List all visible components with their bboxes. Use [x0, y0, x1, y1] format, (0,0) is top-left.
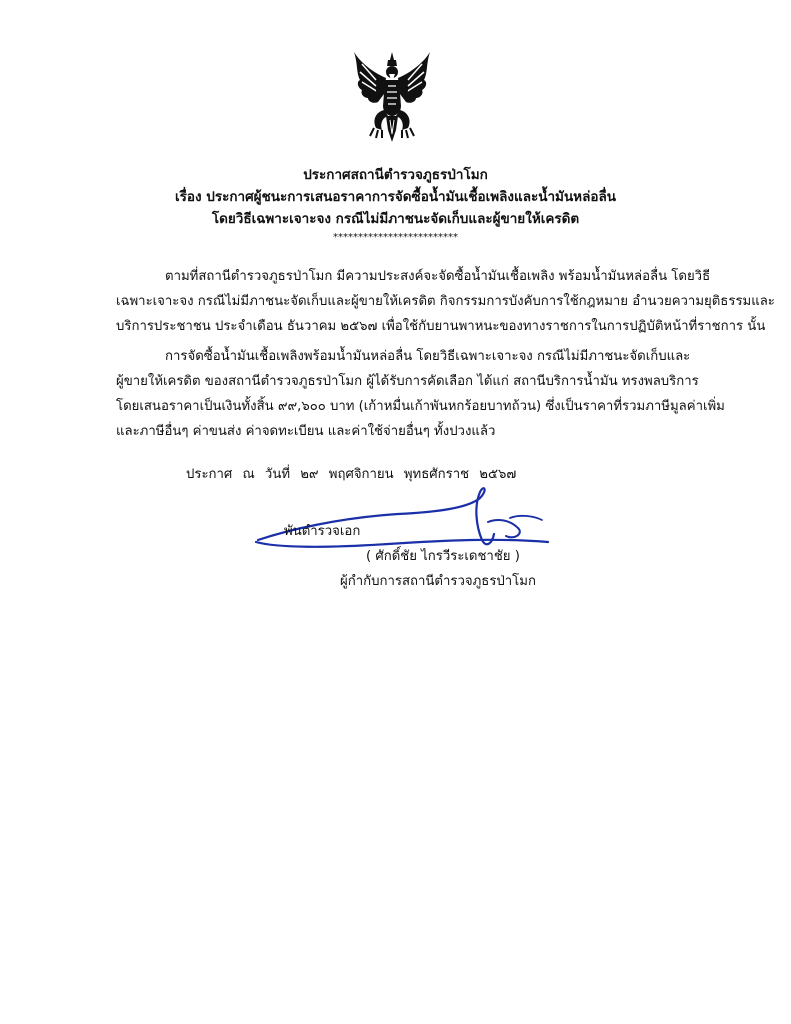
announcement-date: ประกาศ ณ วันที่ ๒๙ พฤศจิกายน พุทธศักราช ๒๕๖๗	[186, 467, 517, 482]
announcement-title: ประกาศสถานีตำรวจภูธรป่าโมก	[303, 167, 488, 183]
announcement-subject: เรื่อง ประกาศผู้ชนะการเสนอราคาการจัดซื้อน้ำมันเชื้อเพลิงและน้ำมันหล่อลื่น	[175, 189, 616, 205]
paragraph-1-line-2: เฉพาะเจาะจง กรณีไม่มีภาชนะจัดเก็บและผู้ขายให้เครดิต กิจกรรมการบังคับการใช้กฎหมาย อำนวยความยุติธรรมและ	[116, 294, 775, 309]
paragraph-2-line-1: การจัดซื้อน้ำมันเชื้อเพลิงพร้อมน้ำมันหล่อลื่น โดยวิธีเฉพาะเจาะจง กรณีไม่มีภาชนะจัดเก็บและ	[165, 349, 691, 364]
signatory-rank: พันตำรวจเอก	[284, 524, 361, 539]
paragraph-1-line-3: บริการประชาชน ประจำเดือน ธันวาคม ๒๕๖๗ เพื่อใช้กับยานพาหนะของทางราชการในการปฏิบัติหน้าที่ราชการ นั้น	[116, 319, 766, 334]
announcement-method: โดยวิธีเฉพาะเจาะจง กรณีไม่มีภาชนะจัดเก็บและผู้ขายให้เครดิต	[211, 211, 580, 227]
paragraph-1-line-1: ตามที่สถานีตำรวจภูธรป่าโมก มีความประสงค์จะจัดซื้อน้ำมันเชื้อเพลิง พร้อมน้ำมันหล่อลื่น โดยวิธี	[165, 269, 711, 284]
paragraph-2-line-2: ผู้ขายให้เครดิต ของสถานีตำรวจภูธรป่าโมก ผู้ได้รับการคัดเลือก ได้แก่ สถานีบริการน้ำมัน ทรงพลบริการ	[116, 374, 699, 389]
paragraph-2-line-3: โดยเสนอราคาเป็นเงินทั้งสิ้น ๙๙,๖๐๐ บาท (เก้าหมื่นเก้าพันหกร้อยบาทถ้วน) ซึ่งเป็นราคาที่รวมภาษีมูลค่าเพิ่ม	[116, 399, 725, 414]
title-separator: *************************	[333, 232, 458, 243]
signatory-position: ผู้กำกับการสถานีตำรวจภูธรป่าโมก	[340, 574, 536, 589]
signatory-name: ( ศักดิ์ชัย ไกรวีระเดชาชัย )	[366, 549, 520, 564]
paragraph-2-line-4: และภาษีอื่นๆ ค่าขนส่ง ค่าจดทะเบียน และค่าใช้จ่ายอื่นๆ ทั้งปวงแล้ว	[116, 424, 496, 439]
garuda-emblem-icon	[352, 50, 432, 146]
